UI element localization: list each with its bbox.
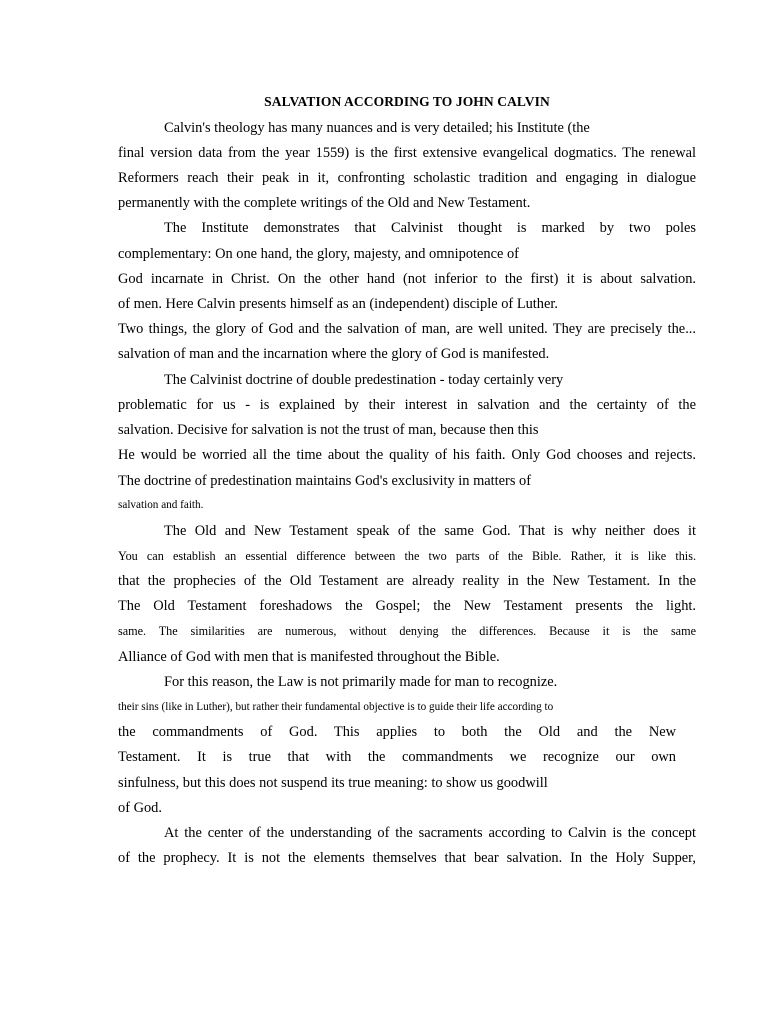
- text-line: problematic for us - is explained by their interest in salvation and the certainty of the: [118, 397, 696, 413]
- text-line: final version data from the year 1559) is the first extensive evangelical dogmatics. The renewal: [118, 145, 696, 161]
- document-title: SALVATION ACCORDING TO JOHN CALVIN: [264, 94, 550, 109]
- text-line: salvation and faith.: [118, 499, 204, 511]
- text-line: At the center of the understanding of the sacraments according to Calvin is the concept: [164, 825, 696, 841]
- text-line: Two things, the glory of God and the salvation of man, are well united. They are precisely the...: [118, 321, 696, 337]
- text-line: permanently with the complete writings of the Old and New Testament.: [118, 195, 531, 211]
- text-line: of men. Here Calvin presents himself as an (independent) disciple of Luther.: [118, 296, 558, 312]
- text-line: Calvin's theology has many nuances and is very detailed; his Institute (the: [164, 120, 590, 136]
- text-line: that the prophecies of the Old Testament are already reality in the New Testament. In the: [118, 573, 696, 589]
- text-line: God incarnate in Christ. On the other hand (not inferior to the first) it is about salvation.: [118, 271, 696, 287]
- text-line: sinfulness, but this does not suspend its true meaning: to show us goodwill: [118, 775, 548, 791]
- text-line: For this reason, the Law is not primarily made for man to recognize.: [164, 674, 558, 690]
- text-line: salvation of man and the incarnation where the glory of God is manifested.: [118, 346, 550, 362]
- text-line: salvation. Decisive for salvation is not the trust of man, because then this: [118, 422, 539, 438]
- text-line: The Calvinist doctrine of double predestination - today certainly very: [164, 372, 564, 388]
- text-line: of God.: [118, 800, 162, 816]
- text-line: Reformers reach their peak in it, confronting scholastic tradition and engaging in dialogue: [118, 170, 696, 186]
- text-line: You can establish an essential difference between the two parts of the Bible. Rather, it is like this.: [118, 549, 696, 563]
- text-line: The Old Testament foreshadows the Gospel; the New Testament presents the light.: [118, 598, 696, 614]
- text-line: the commandments of God. This applies to both the Old and the New: [118, 724, 676, 740]
- text-line: same. The similarities are numerous, without denying the differences. Because it is the same: [118, 624, 696, 638]
- text-line: The Institute demonstrates that Calvinist thought is marked by two poles: [164, 220, 696, 236]
- text-line: The doctrine of predestination maintains God's exclusivity in matters of: [118, 473, 532, 489]
- text-line: Alliance of God with men that is manifested throughout the Bible.: [118, 649, 500, 665]
- text-line: The Old and New Testament speak of the same God. That is why neither does it: [164, 523, 696, 539]
- text-line: complementary: On one hand, the glory, majesty, and omnipotence of: [118, 246, 519, 262]
- text-line: of the prophecy. It is not the elements themselves that bear salvation. In the Holy Supper,: [118, 850, 696, 866]
- text-line: Testament. It is true that with the commandments we recognize our own: [118, 749, 676, 765]
- text-line: He would be worried all the time about the quality of his faith. Only God chooses and rejects.: [118, 447, 696, 463]
- text-line: their sins (like in Luther), but rather their fundamental objective is to guide their life according to: [118, 701, 554, 713]
